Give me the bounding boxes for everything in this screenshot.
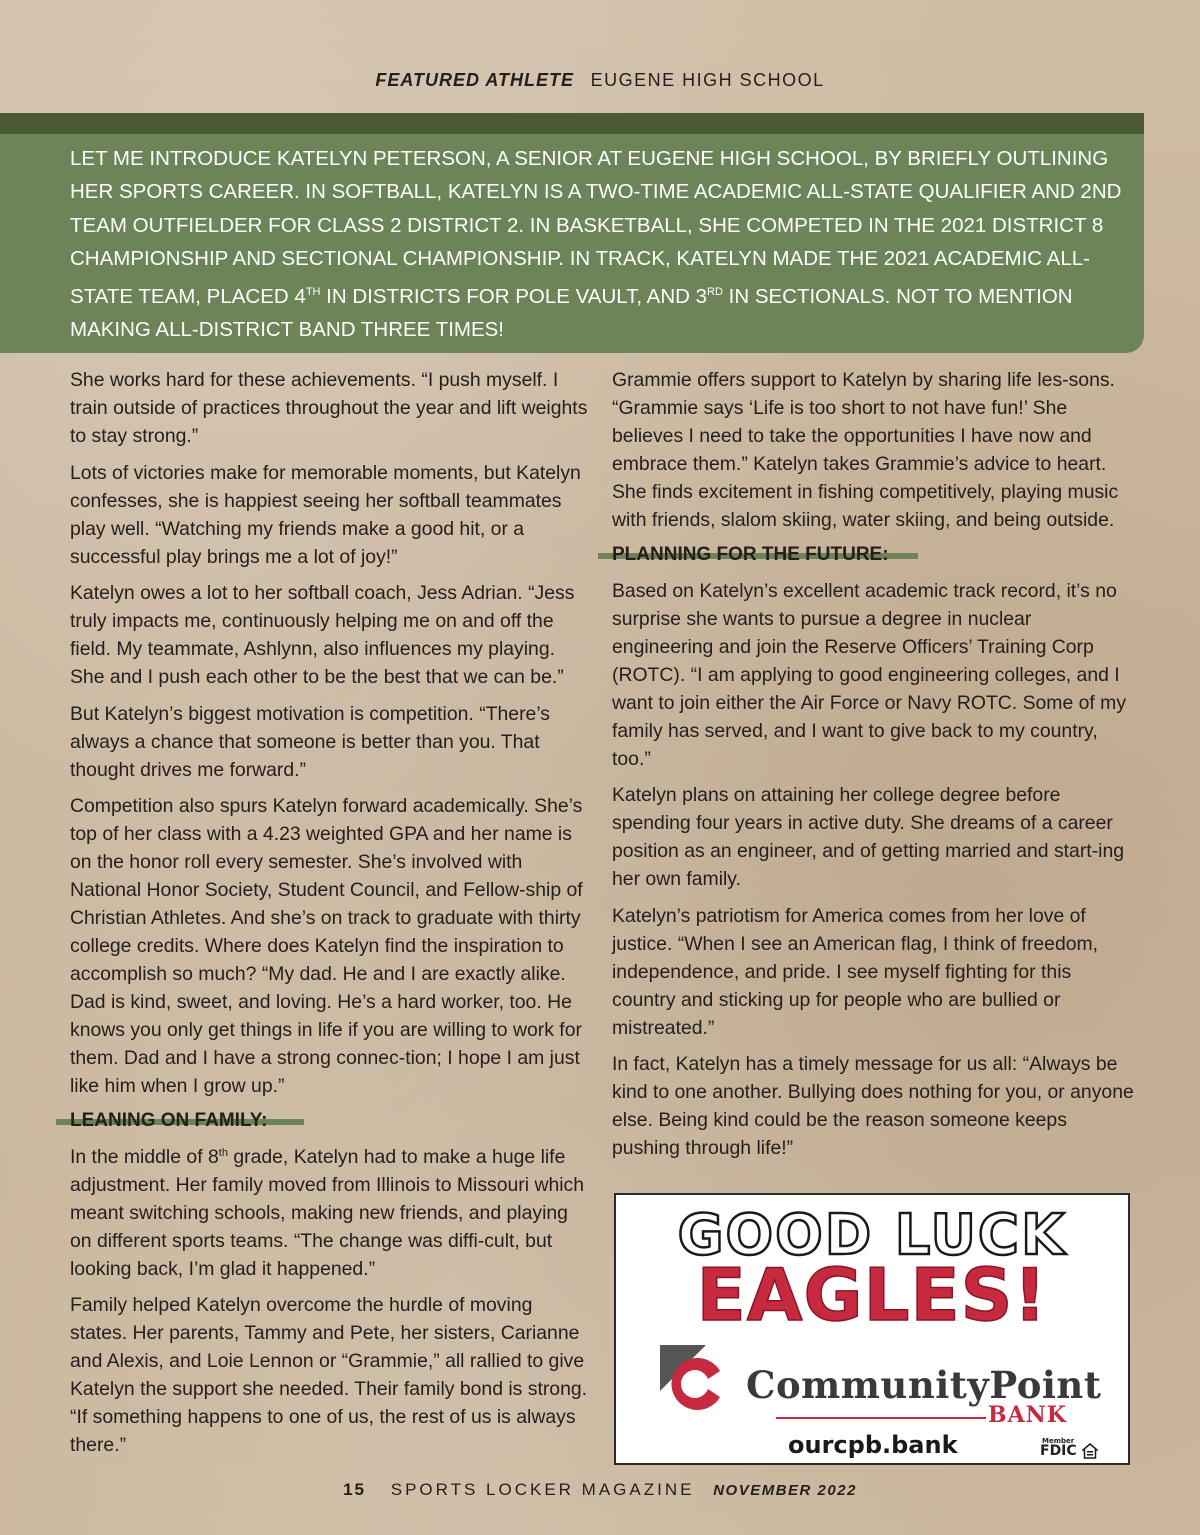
school-name: EUGENE HIGH SCHOOL [590,70,825,90]
paragraph: She works hard for these achievements. “I push myself. I train outside of practices throughout the year and lift weights to stay strong.” [70,369,588,447]
right-column [612,366,1134,1171]
subheading-family: LEANING ON FAMILY: [70,1109,592,1133]
paragraph: Katelyn owes a lot to her softball coach, Jess Adrian. “Jess truly impacts me, continuously helping me on and off the field. My teammate, Ashlynn, also influences my playing. She and I push each other to be the best that we can be.” [70,582,575,688]
equal-housing-icon [1082,1443,1098,1459]
page-footer [0,1480,1200,1500]
bank-name: CommunityPoint [746,1363,1102,1407]
banner-strip [0,113,1144,134]
paragraph: In fact, Katelyn has a timely message for us all: “Always be kind to one another. Bullying does nothing for you, or anyone else. Being kind could be the reason someone keeps pushing through life!” [612,1053,1134,1159]
paragraph: Grammie offers support to Katelyn by sharing life les-sons. “Grammie says ‘Life is too short to not have fun!’ She believes I need to take the opportunities I have now and embrace them.” Katelyn takes Grammie’s advice to heart. She finds excitement in fishing competitively, playing music with friends, slalom skiing, water skiing, and being outside. [612,369,1119,531]
paragraph: Katelyn plans on attaining her college degree before spending four years in active duty. She dreams of a career position as an engineer, and of getting married and start-ing her own family. [612,784,1125,890]
paragraph: Competition also spurs Katelyn forward academically. She’s top of her class with a 4.23 weighted GPA and her name is on the honor roll every semester. She’s involved with National Honor Society, Student Council, and Fellow-ship of Christian Athletes. And she’s on track to graduate with thirty college credits. Where does Katelyn find the inspiration to accomplish so much? “My dad. He and I are exactly alike. Dad is kind, sweet, and loving. He’s a hard worker, too. He knows you only get things in life if you are willing to work for them. Dad and I have a strong connec-tion; I hope I am just like him when I grow up.” [70,795,583,1097]
fdic-badge: Member FDIC [1040,1437,1100,1461]
paragraph: Katelyn’s patriotism for America comes from her love of justice. “When I see an American flag, I think of freedom, independence, and pride. I see myself fighting for this country and sticking up for people who are bullied or mistreated.” [612,904,1099,1039]
section-label: FEATURED ATHLETE [375,70,575,90]
bank-website: ourcpb.bank [788,1431,958,1459]
subheading-future: PLANNING FOR THE FUTURE: [612,543,1134,567]
paragraph: In the middle of 8th grade, Katelyn had to make a huge life adjustment. Her family moved from Illinois to Missouri which meant switching schools, making new friends, and playing on different sports teams. “The change was diffi-cult, but looking back, I’m glad it happened.” [70,1145,585,1280]
ad-headline: GOOD LUCK [677,1203,1067,1268]
ad-eagles: EAGLES! [696,1253,1048,1337]
intro-text: LET ME INTRODUCE KATELYN PETERSON, A SENIOR AT EUGENE HIGH SCHOOL, BY BRIEFLY OUTLINING HER SPORTS CAREER. IN SOFTBALL, KATELYN IS A TWO-TIME ACADEMIC ALL-STATE QUALIFIER AND 2ND TEAM OUTFIELDER FOR CLASS 2 DISTRICT 2. IN BASKETBALL, SHE COMPETED IN THE 2021 DISTRICT 8 CHAMPIONSHIP AND SECTIONAL CHAMPIONSHIP. IN TRACK, KATELYN MADE THE 2021 ACADEMIC ALL-STATE TEAM, PLACED 4TH IN DISTRICTS FOR POLE VAULT, AND 3RD IN SECTIONALS. NOT TO MENTION MAKING ALL-DISTRICT BAND THREE TIMES! [70,147,1122,342]
paragraph: But Katelyn’s biggest motivation is competition. “There’s always a chance that someone is better than you. That thought drives me forward.” [70,702,550,781]
intro-banner [0,113,1144,353]
page-number: 15 [343,1480,366,1499]
magazine-name: SPORTS LOCKER MAGAZINE [390,1480,695,1499]
left-column [70,366,592,1468]
paragraph: Based on Katelyn’s excellent academic track record, it’s no surprise she wants to pursue a degree in nuclear engineering and join the Reserve Officers’ Training Corp (ROTC). “I am applying to good engineering colleges, and I want to join either the Air Force or Navy ROTC. Some of my family has served, and I want to give back to my country, too.” [612,579,1127,770]
issue-date: NOVEMBER 2022 [713,1482,857,1499]
bank-advertisement [614,1193,1130,1465]
bank-logo-icon [660,1345,732,1417]
running-header [0,70,1200,91]
paragraph: Family helped Katelyn overcome the hurdle of moving states. Her parents, Tammy and Pete, her sisters, Carianne and Alexis, and Loie Lennon or “Grammie,” all rallied to give Katelyn the support she needed. Their family bond is strong. “If something happens to one of us, the rest of us is always there.” [70,1294,588,1456]
paragraph: Lots of victories make for memorable moments, but Katelyn confesses, she is happiest seeing her softball teammates play well. “Watching my friends make a good hit, or a successful play brings me a lot of joy!” [70,461,581,568]
brand-rule [776,1417,986,1419]
bank-word: BANK [988,1402,1067,1428]
